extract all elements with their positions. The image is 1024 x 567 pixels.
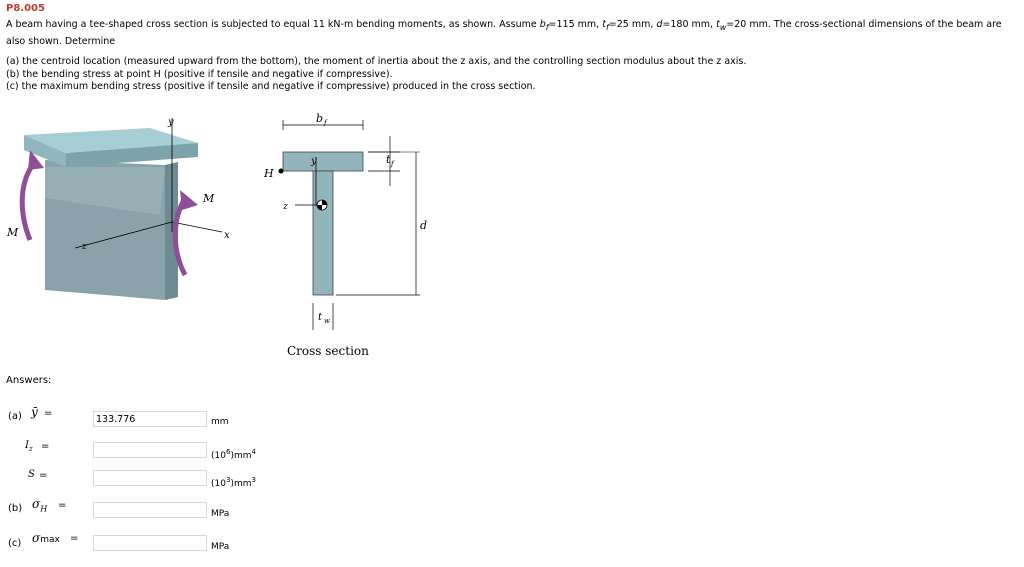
sigma-h-symbol: $\sigma_H$ [32,497,48,514]
s-unit: $(10^3)mm^3$ [211,476,256,489]
iz-unit: $(10^6)mm^4$ [211,448,256,461]
part-b-text: (b) the bending stress at point H (positive if tensile and negative if compressive). [6,68,393,80]
sigma-h-input[interactable] [93,502,207,518]
iz-symbol: $I_z$ [25,440,33,453]
s-symbol: S [28,469,35,480]
part-a-label: (a) [8,411,22,422]
label-bf: b [316,112,324,125]
tee-cross-section [279,120,421,330]
sigma-max-unit: MPa [211,542,230,552]
label-tf-sub: f [391,160,394,168]
sigma-max-input[interactable] [93,535,207,551]
label-z-section: z [283,202,288,212]
label-tf: t [386,153,391,166]
label-y-3d: y [168,117,174,128]
figure-caption: Cross section [287,344,369,358]
label-m-right: M [203,192,215,205]
label-x-3d: x [224,230,230,241]
label-h: H [264,167,274,180]
problem-parts [6,56,746,94]
ybar-unit: mm [211,417,229,427]
label-y-section: y [311,156,317,167]
statement-pre: A beam having a tee-shaped cross section is subjected to equal 11 kN-m bending moments, as shown. Assume [6,19,540,30]
ybar-symbol: ȳ [31,405,38,419]
problem-id: P8.005 [6,3,45,14]
label-tw-sub: w [324,317,330,325]
sigma-max-symbol: σmax [32,531,60,545]
label-d: d [420,219,428,232]
label-bf-sub: f [324,119,327,127]
moment-arrow-left [22,162,35,240]
label-z-3d: z [82,242,87,252]
part-c-text: (c) the maximum bending stress (positive if tensile and negative if compressive) produced in the cross section. [6,81,536,92]
statement-post: The cross-sectional dimensions of the beam are also shown. Determine [6,19,1002,47]
ybar-input[interactable]: 133.776 [93,411,207,427]
part-b-label: (b) [8,503,23,514]
part-c-label: (c) [8,538,22,549]
label-tw: t [318,312,323,323]
sigma-h-unit: MPa [211,509,230,519]
answers-heading: Answers: [6,375,52,386]
problem-statement: A beam having a tee-shaped cross section is subjected to equal 11 kN-m bending moments, as shown. Assume $b_f=115$ mm, $t_f=25$ mm, d=180 mm, $t_w=20$ mm. The cross-sectional dimensions of the beam are also shown. Determine [6,19,1002,47]
part-a-text: (a) the centroid location (measured upward from the bottom), the moment of inertia about the z axis, and the controlling section modulus about the z axis. [6,56,747,67]
iz-input[interactable] [93,442,207,458]
s-input[interactable] [93,470,207,486]
beam-figure [0,105,480,345]
beam-3d [24,118,222,300]
label-m-left: M [7,226,19,239]
